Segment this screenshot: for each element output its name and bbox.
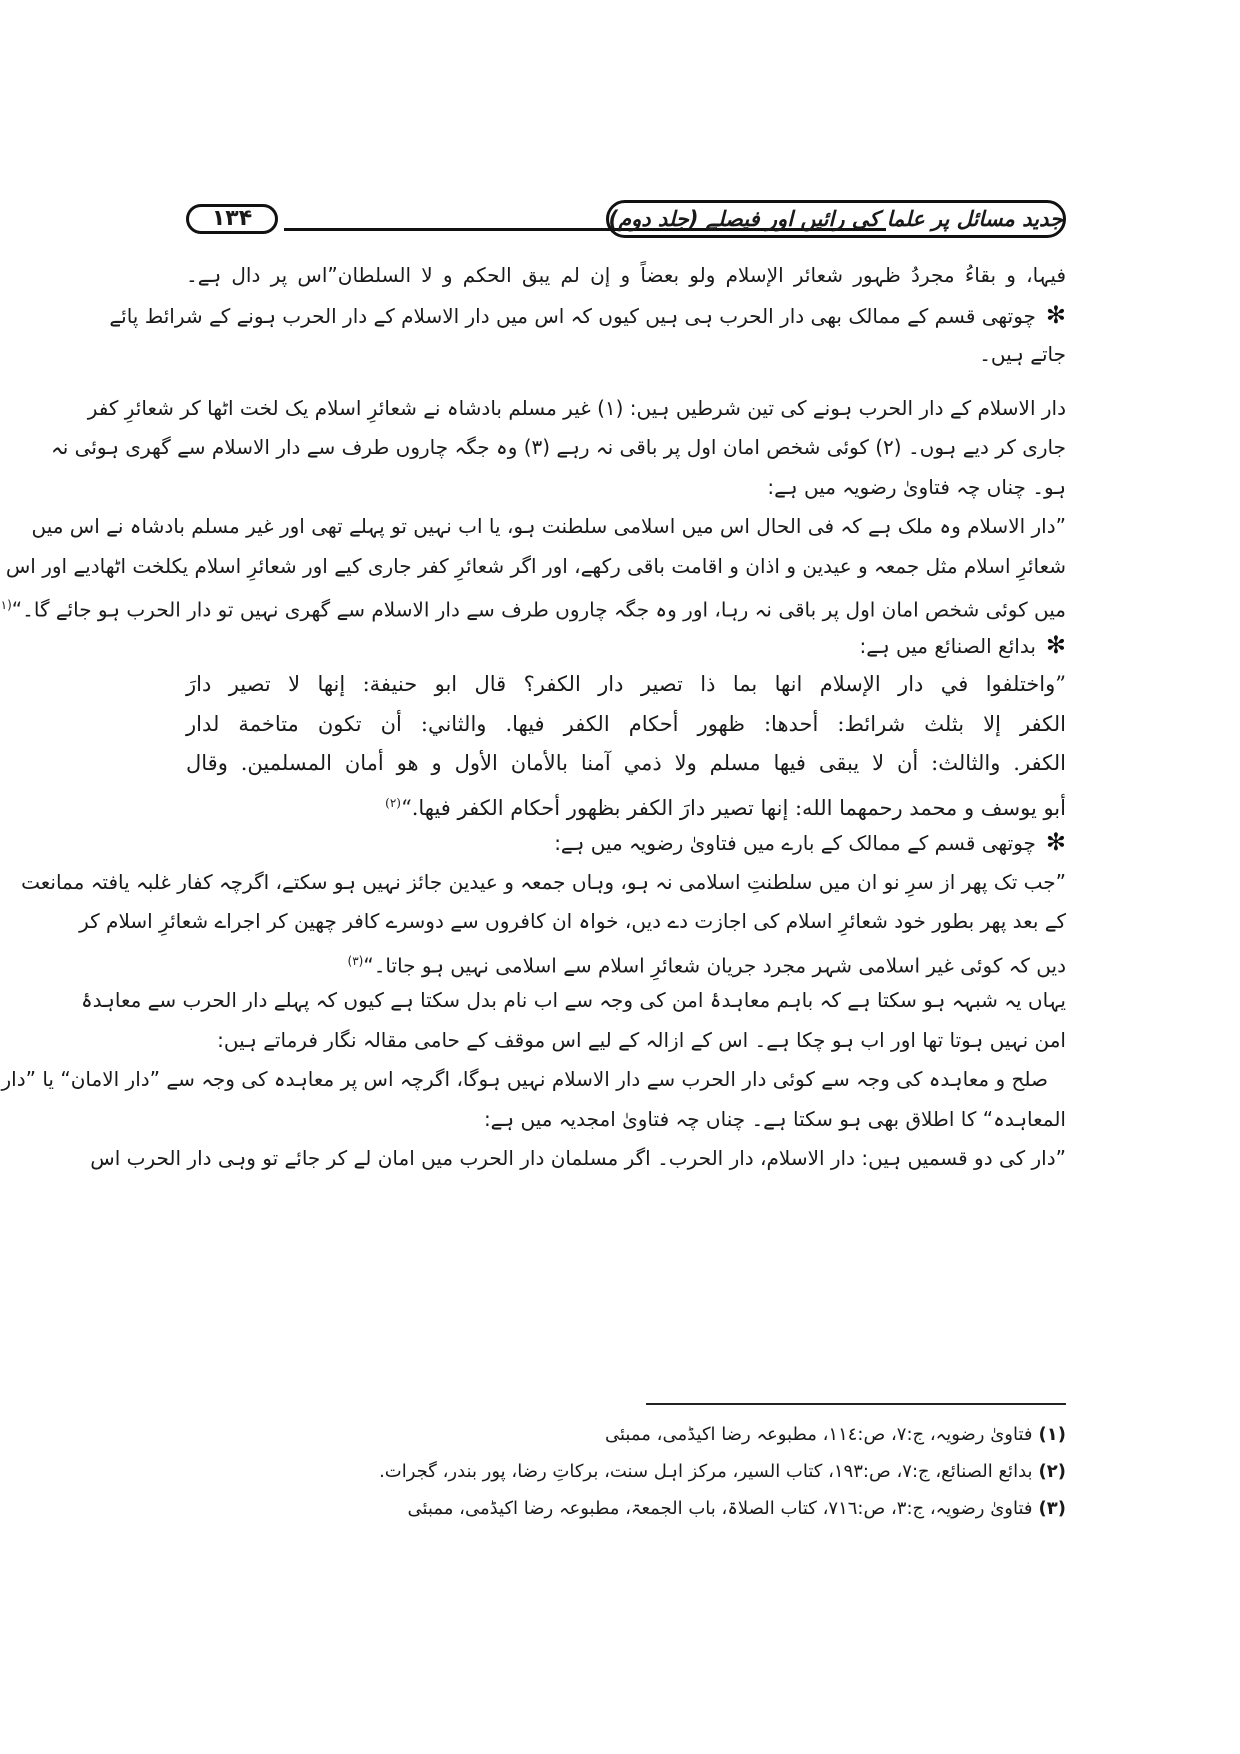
star-bullet-icon: ✻ <box>1045 300 1066 329</box>
star-bullet-icon: ✻ <box>1045 630 1066 659</box>
text-line: امن نہیں ہوتا تھا اور اب ہو چکا ہے۔ اس کے ازالہ کے لیے اس موقف کے حامی مقالہ نگار فرماتے ہیں: <box>217 1027 1066 1052</box>
footnote-mark: (۳) <box>347 953 364 968</box>
text-line: المعاہدہ“ کا اطلاق بھی ہو سکتا ہے۔ چناں چہ فتاویٰ امجدیہ میں ہے: <box>483 1106 1066 1131</box>
star-bullet-icon: ✻ <box>1045 828 1066 856</box>
text-line: ہو۔ چناں چہ فتاویٰ رضویہ میں ہے: <box>767 474 1066 499</box>
text-line: جاتے ہیں۔ <box>979 342 1066 366</box>
footnote: (۱)فتاویٰ رضویہ، ج:۷، ص:۱۱٤، مطبوعہ رضا اکیڈمی، ممبئی <box>605 1424 1066 1445</box>
footnote-rule <box>646 1403 1066 1405</box>
footnote-mark: (۱ <box>0 598 12 612</box>
arabic-quote-line: ”واختلفوا في دار الإسلام انها بما ذا تصير دار الكفر؟ قال ابو حنيفة: إنها لا تصير دارَ <box>186 672 1066 696</box>
text-line: ✻بدائع الصنائع میں ہے: <box>859 630 1066 659</box>
quote-line: ”دار الاسلام وہ ملک ہے کہ فی الحال اس میں اسلامی سلطنت ہو، یا اب نہیں تو پہلے تھی اور غیر مسلم بادشاہ نے اس میں <box>31 514 1066 538</box>
arabic-quote-line: الكفر. والثالث: أن لا يبقى فيها مسلم ولا ذمي آمنا بالأمان الأول و هو أمان المسلمين. وقال <box>186 751 1066 775</box>
text-line: فیہا، و بقاءُ مجردُ ظہور شعائر الإسلام ولو بعضاً و إن لم يبق الحكم و لا السلطان”اس پر دال ہے۔ <box>186 263 1066 287</box>
text-line: ✻چوتھی قسم کے ممالک بھی دار الحرب ہی ہیں کیوں کہ اس میں دار الاسلام کے دار الحرب ہونے کے شرائط پائے <box>109 300 1066 329</box>
quote-line: شعائرِ اسلام مثل جمعہ و عیدین و اذان و اقامت باقی رکھے، اور اگر شعائرِ کفر جاری کیے اور شعائرِ اسلام یکلخت اٹھادیے اور اس <box>5 553 1066 578</box>
quote-line: دیں کہ کوئی غیر اسلامی شہر مجرد جریان شعائرِ اسلام سے اسلامی نہیں ہو جاتا۔“$^{(۳)}$ <box>347 953 1066 978</box>
arabic-quote-line: الكفر إلا بثلث شرائط: أحدها: ظهور أحكام الكفر فيها. والثاني: أن تكون متاخمة لدار <box>186 711 1066 736</box>
page-header <box>186 200 1066 238</box>
footnote: (۲)بدائع الصنائع، ج:۷، ص:۱۹۳، کتاب السیر، مرکز اہل سنت، برکاتِ رضا، پور بندر، گجرات. <box>379 1461 1066 1482</box>
text-line: ✻چوتھی قسم کے ممالک کے بارے میں فتاویٰ رضویہ میں ہے: <box>554 828 1066 856</box>
body-text <box>0 256 1066 1179</box>
footnotes <box>186 1416 1066 1527</box>
quote-line: ”دار کی دو قسمیں ہیں: دار الاسلام، دار الحرب۔ اگر مسلمان دار الحرب میں امان لے کر جائے تو وہی دار الحرب اس <box>90 1146 1066 1170</box>
text-line: دار الاسلام کے دار الحرب ہونے کی تین شرطیں ہیں: (۱) غیر مسلم بادشاہ نے شعائرِ اسلام یک لخت اٹھا کر شعائرِ کفر <box>87 395 1066 420</box>
footnote: (۳)فتاویٰ رضویہ، ج:۳، ص:۷۱٦، کتاب الصلاۃ، باب الجمعۃ، مطبوعہ رضا اکیڈمی، ممبئی <box>407 1498 1066 1519</box>
text-line: یہاں یہ شبہہ ہو سکتا ہے کہ باہم معاہدۂ امن کی وجہ سے اب نام بدل سکتا ہے کیوں کہ پہلے دار الحرب سے معاہدۂ <box>80 988 1066 1012</box>
book-title: جدید مسائل پر علما کی رائیں اور فیصلے (جلد دوم) <box>606 200 1066 238</box>
quote-line: میں کوئی شخص امان اول پر باقی نہ رہا، اور وہ جگہ چاروں طرف سے دار الاسلام سے گھری نہیں تو دار الحرب ہو جائے گا۔“$^{(۱}$ <box>186 586 1066 626</box>
quote-line: ”جب تک پھر از سرِ نو ان میں سلطنتِ اسلامی نہ ہو، وہاں جمعہ و عیدین جائز نہیں ہو سکتے، اگرچہ کفار غلبہ یافتہ ممانعت <box>21 869 1066 894</box>
arabic-quote-line: أبو يوسف و محمد رحمهما الله: إنها تصير دارَ الكفر بظهور أحكام الكفر فيها.“$^{(۲)}$ <box>385 795 1066 820</box>
text-line: جاری کر دیے ہوں۔ (۲) کوئی شخص امان اول پر باقی نہ رہے (۳) وہ جگہ چاروں طرف سے دار الاسلام سے گھری ہوئی نہ <box>51 435 1066 459</box>
page-number: ۱۳۴ <box>186 204 278 234</box>
quote-line: کے بعد پھر بطور خود شعائرِ اسلام کی اجازت دے دیں، خواہ ان کافروں سے دوسرے کافر چھین کر اجراے شعائرِ اسلام کر <box>79 909 1066 933</box>
footnote-mark: (۲) <box>385 795 401 810</box>
text-line: صلح و معاہدہ کی وجہ سے کوئی دار الحرب سے دار الاسلام نہیں ہوگا، اگرچہ اس پر معاہدہ کی وجہ سے ”دار الامان“ یا ”دار <box>1 1067 1048 1091</box>
